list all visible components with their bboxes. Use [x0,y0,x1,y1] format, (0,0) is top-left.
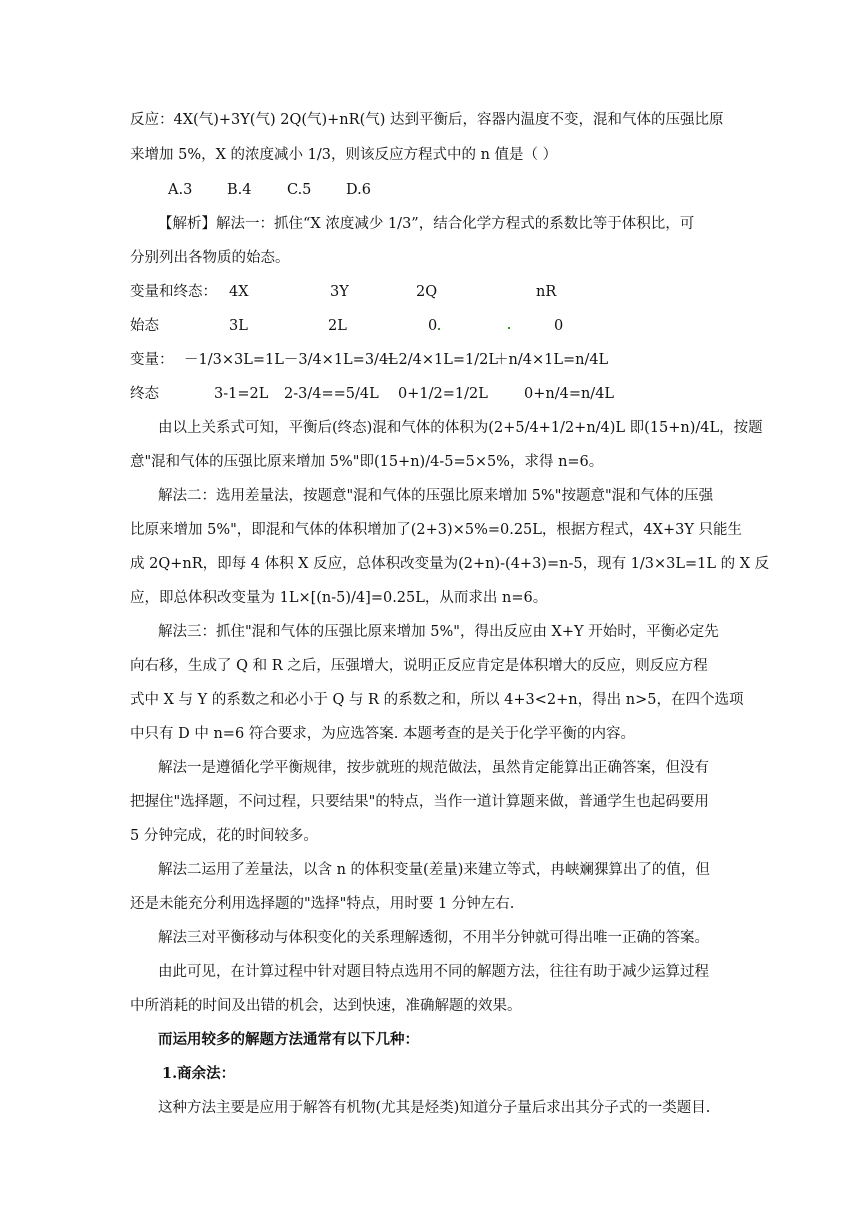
table-header-x: 4X [229,284,249,300]
paragraph-line: 解法三：抓住"混和气体的压强比原来增加 5%"，得出反应由 X+Y 开始时，平衡必定先 [158,624,719,640]
paragraph-line: 解法二运用了差量法，以含 n 的体积变量(差量)来建立等式，冉峡斓猓算出了的值，但 [158,862,710,878]
section-heading: 而运用较多的解题方法通常有以下几种： [158,1031,419,1048]
initial-r: 0 [554,318,564,334]
table-header-r: nR [536,284,557,300]
paragraph-line: 解法三对平衡移动与体积变化的关系理解透彻，不用半分钟就可得出唯一正确的答案。 [158,930,709,946]
paragraph-line: 由此可见，在计算过程中针对题目特点选用不同的解题方法，往往有助于减少运算过程 [158,964,709,980]
paragraph-line: 还是未能充分利用选择题的"选择"特点，用时要 1 分钟左右. [130,896,515,912]
table-header-y: 3Y [330,284,349,300]
question-line-2: 来增加 5%，X 的浓度减小 1/3，则该反应方程式中的 n 值是（ ） [130,147,558,163]
paragraph-line: 5 分钟完成，花的时间较多。 [130,828,318,844]
option-d: D.6 [346,182,371,198]
paragraph-line: 意"混和气体的压强比原来增加 5%"即(15+n)/4-5=5×5%，求得 n=6。 [130,454,604,470]
analysis-line-1: 【解析】解法一：抓住“X 浓度减少 1/3”，结合化学方程式的系数比等于体积比，可 [158,216,695,232]
initial-q: 0 [428,318,438,334]
decorative-dot [438,328,440,330]
paragraph-line: 解法二：选用差量法，按题意"混和气体的压强比原来增加 5%"按题意"混和气体的压强 [158,488,714,504]
table-header-label: 变量和终态： [130,284,217,300]
paragraph-line: 把握住"选择题，不问过程，只要结果"的特点，当作一道计算题来做，普通学生也起码要用 [130,794,709,810]
final-x: 3-1=2L [214,386,269,402]
final-label: 终态 [130,386,159,402]
table-header-q: 2Q [416,284,438,300]
subsection-heading: 1.商余法： [162,1065,236,1082]
change-xy: －1/3×3L=1L－3/4×1L=3/4L [184,352,398,368]
final-r: 0+n/4=n/4L [524,386,615,402]
paragraph-line: 比原来增加 5%"，即混和气体的体积增加了(2+3)×5%=0.25L，根据方程式，4X+3Y 只能生 [130,522,743,538]
change-r: ＋n/4×1L=n/4L [494,352,609,368]
paragraph-line: 向右移，生成了 Q 和 R 之后，压强增大，说明正反应肯定是体积增大的反应，则反应方程 [130,658,708,674]
paragraph-line: 式中 X 与 Y 的系数之和必小于 Q 与 R 的系数之和，所以 4+3<2+n，得出 n>5，在四个选项 [130,692,744,708]
paragraph-line: 成 2Q+nR，即每 4 体积 X 反应，总体积改变量为(2+n)-(4+3)=n-5，现有 1/3×3L=1L 的 X 反 [130,556,770,572]
paragraph-line: 中只有 D 中 n=6 符合要求，为应选答案. 本题考查的是关于化学平衡的内容。 [130,726,635,742]
paragraph-line: 由以上关系式可知，平衡后(终态)混和气体的体积为(2+5/4+1/2+n/4)L 即(15+n)/4L，按题 [158,420,763,436]
paragraph-line: 这种方法主要是应用于解答有机物(尤其是烃类)知道分子量后求出其分子式的一类题目. [158,1100,711,1116]
paragraph-line: 应，即总体积改变量为 1L×[(n-5)/4]=0.25L，从而求出 n=6。 [130,590,548,606]
option-b: B.4 [227,182,252,198]
initial-y: 2L [328,318,347,334]
paragraph-line: 解法一是遵循化学平衡规律，按步就班的规范做法，虽然肯定能算出正确答案，但没有 [158,760,709,776]
final-y: 2-3/4==5/4L [284,386,379,402]
option-a: A.3 [168,182,193,198]
change-q: ＋2/4×1L=1/2L [384,352,498,368]
paragraph-line: 中所消耗的时间及出错的机会，达到快速，准确解题的效果。 [130,998,522,1014]
question-line-1: 反应：4X(气)+3Y(气) 2Q(气)+nR(气) 达到平衡后，容器内温度不变，混和气体的压强比原 [130,112,724,128]
initial-x: 3L [229,318,248,334]
decorative-dot [508,327,510,329]
initial-label: 始态 [130,318,159,334]
analysis-line-2: 分别列出各物质的始态。 [130,250,290,266]
final-q: 0+1/2=1/2L [398,386,488,402]
option-c: C.5 [287,182,312,198]
change-label: 变量： [130,352,174,368]
